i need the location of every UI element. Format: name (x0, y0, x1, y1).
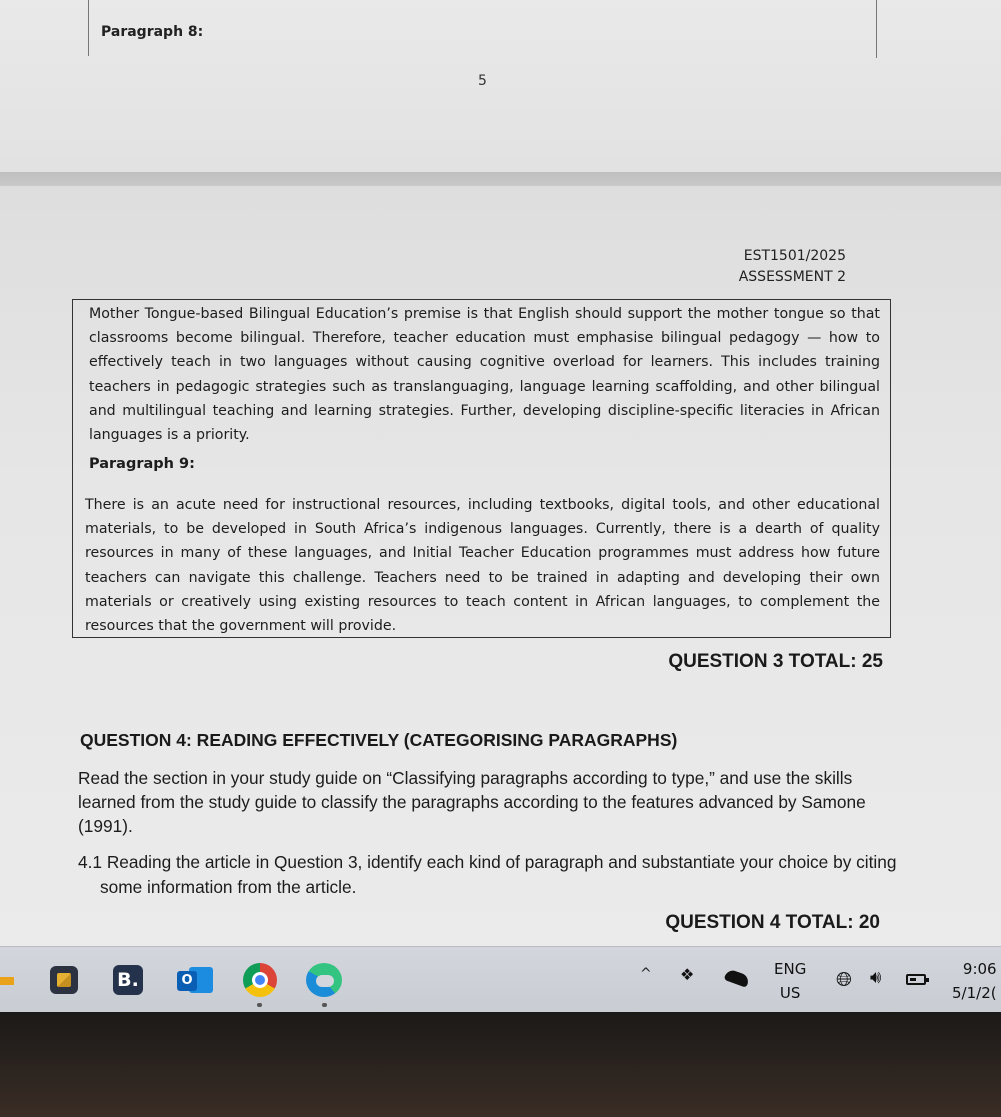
dropbox-icon[interactable]: ❖ (680, 965, 695, 984)
assessment-label: ASSESSMENT 2 (738, 269, 846, 285)
outlook-icon-letter: O (177, 971, 197, 991)
paragraph-9-label: Paragraph 9: (89, 456, 195, 472)
table-border (88, 0, 89, 56)
previous-page (0, 0, 1001, 172)
start-icon-glyph (57, 973, 71, 987)
table-border (876, 0, 877, 58)
question-4-total: QUESTION 4 TOTAL: 20 (665, 912, 880, 933)
page-number: 5 (478, 73, 487, 89)
clock-time: 9:06 (962, 960, 997, 978)
article-box (72, 299, 891, 638)
outlook-icon[interactable] (177, 965, 213, 995)
taskbar-app-edge[interactable] (0, 977, 14, 985)
paragraph-9-text: There is an acute need for instructional resources, including textbooks, digital tools, and other educational materials, to be developed in South Africa’s indigenous languages. Currently, there is a dearth of quality resources in many of these languages, and Initial Teacher Education programmes must address how future teachers can navigate this challenge. Teachers need to be trained in adapting and developing their own materials or creatively using existing resources to teach content in African languages, to complement the resources that the government will provide. (85, 497, 880, 635)
chrome-running-indicator (257, 1003, 262, 1007)
language-indicator[interactable] (774, 957, 806, 1005)
battery-tip (926, 978, 929, 982)
monitor-bezel (0, 1012, 1001, 1117)
keyboard-region: US (779, 984, 801, 1002)
clock[interactable] (952, 957, 997, 1005)
language-code: ENG (774, 960, 807, 978)
onedrive-icon[interactable] (724, 968, 751, 987)
question-3-total: QUESTION 3 TOTAL: 25 (668, 651, 883, 672)
show-hidden-icons-chevron-icon[interactable]: ^ (640, 966, 652, 982)
b-app-icon[interactable]: B. (113, 965, 143, 995)
battery-level (910, 978, 916, 981)
question-4-1: 4.1 Reading the article in Question 3, identify each kind of paragraph and substantiate your choice by citing some information from the article. (78, 852, 897, 897)
clock-date: 5/1/2( (952, 984, 997, 1002)
question-4-heading: QUESTION 4: READING EFFECTIVELY (CATEGORISING PARAGRAPHS) (80, 730, 678, 750)
document-page (0, 186, 1001, 946)
paragraph-8-text: Mother Tongue-based Bilingual Education’s premise is that English should support the mother tongue so that classrooms become bilingual. Therefore, teacher education must emphasise bilingual pedagogy — how to effectively teach in two languages without causing cognitive overload for learners. This includes training teachers in pedagogic strategies such as translanguaging, language learning scaffolding, and other bilingual and multilingual teaching and learning strategies. Further, developing discipline-specific literacies in African languages is a priority. (89, 306, 880, 444)
course-code: EST1501/2025 (743, 248, 846, 264)
page-gap (0, 172, 1001, 186)
edge-running-indicator (322, 1003, 327, 1007)
network-icon[interactable]: 🌐︎ (836, 967, 852, 991)
question-4-instructions: Read the section in your study guide on “Classifying paragraphs according to type,” and use the skills learned from the study guide to classify the paragraphs according to the features advanced by Samone (1991). (78, 768, 866, 836)
battery-icon[interactable] (906, 974, 926, 985)
start-icon[interactable] (50, 966, 78, 994)
chrome-icon[interactable] (243, 963, 277, 997)
document-header (739, 246, 846, 288)
volume-icon[interactable]: 🔊︎ (870, 967, 882, 988)
chrome-icon-center (255, 975, 265, 985)
taskbar (0, 946, 1001, 1012)
paragraph-8-label: Paragraph 8: (101, 24, 204, 40)
edge-icon[interactable] (306, 963, 342, 997)
edge-icon-swirl (316, 975, 334, 987)
